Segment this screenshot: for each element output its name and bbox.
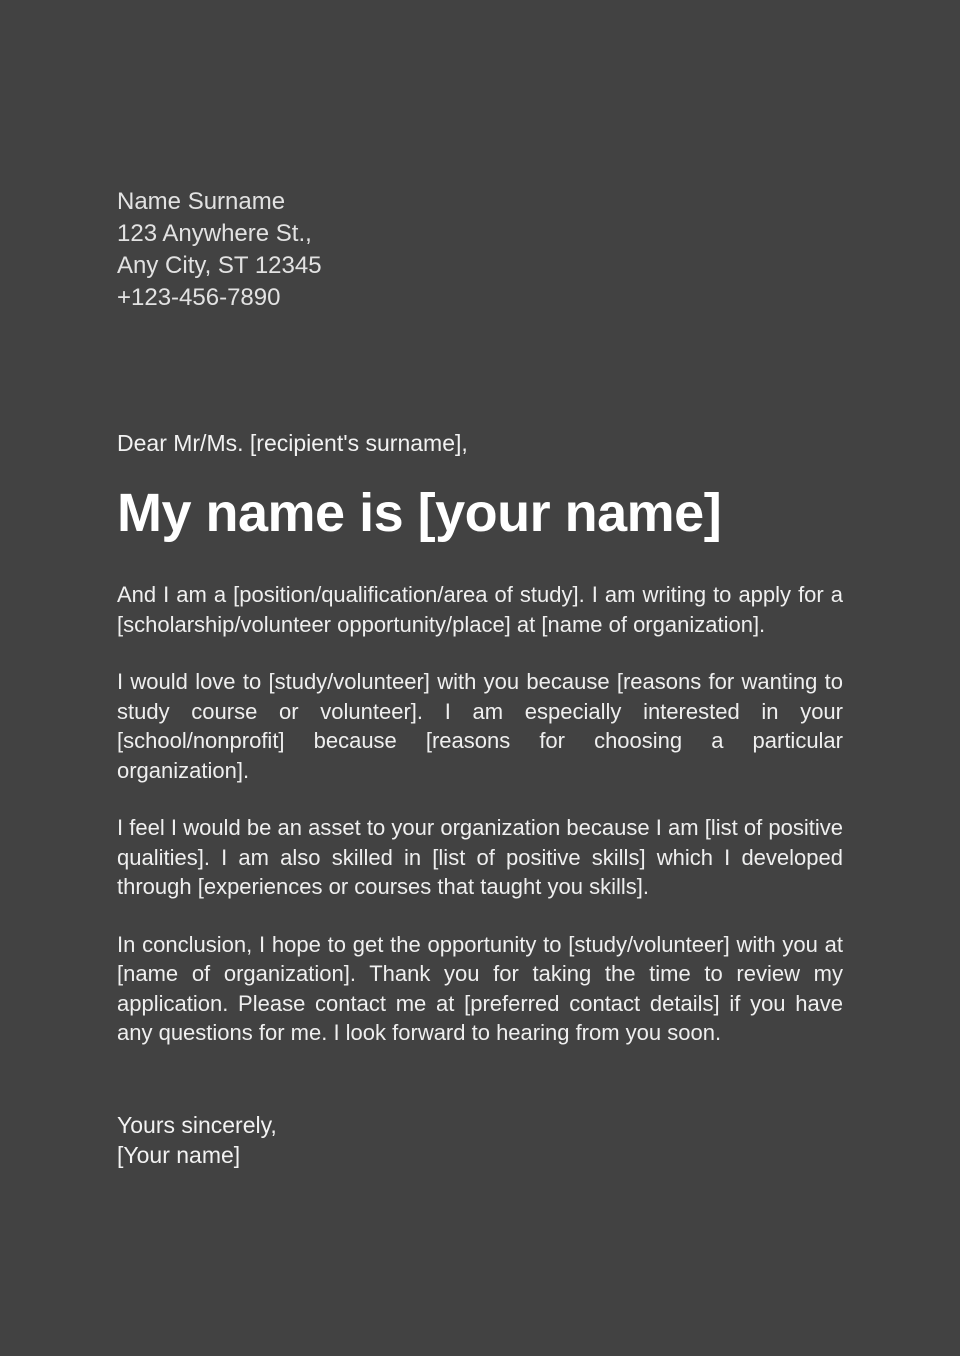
paragraph-motivation: I would love to [study/volunteer] with you because [reasons for wanting to study course or volunteer]. I am especially interested in your [school/nonprofit] because [reasons for choosing a particular organization]. (117, 669, 843, 783)
sender-address-block (117, 186, 843, 314)
sender-street: 123 Anywhere St., (117, 220, 312, 247)
greeting-line: Dear Mr/Ms. [recipient's surname], (117, 430, 468, 456)
sender-city: Any City, ST 12345 (117, 252, 322, 279)
paragraph-qualities: I feel I would be an asset to your organization because I am [list of positive qualities]. I am also skilled in [list of positive skills] which I developed through [experiences or courses that taught you skills]. (117, 815, 843, 899)
sender-name: Name Surname (117, 188, 286, 215)
closing-signature-name: [Your name] (117, 1141, 241, 1168)
sender-phone: +123-456-7890 (117, 284, 281, 311)
paragraph-intro: And I am a [position/qualification/area of study]. I am writing to apply for a [scholarship/volunteer opportunity/place] at [name of organization]. (117, 582, 843, 637)
closing-salutation: Yours sincerely, (117, 1111, 277, 1138)
letter-body (117, 580, 843, 1048)
letter-headline: My name is [your name] (117, 483, 722, 543)
closing-block (117, 1110, 843, 1170)
paragraph-conclusion: In conclusion, I hope to get the opportunity to [study/volunteer] with you at [name of organization]. Thank you for taking the time to review my application. Please contact me at [preferred contact details] if you have any questions for me. I look forward to hearing from you soon. (117, 931, 843, 1045)
